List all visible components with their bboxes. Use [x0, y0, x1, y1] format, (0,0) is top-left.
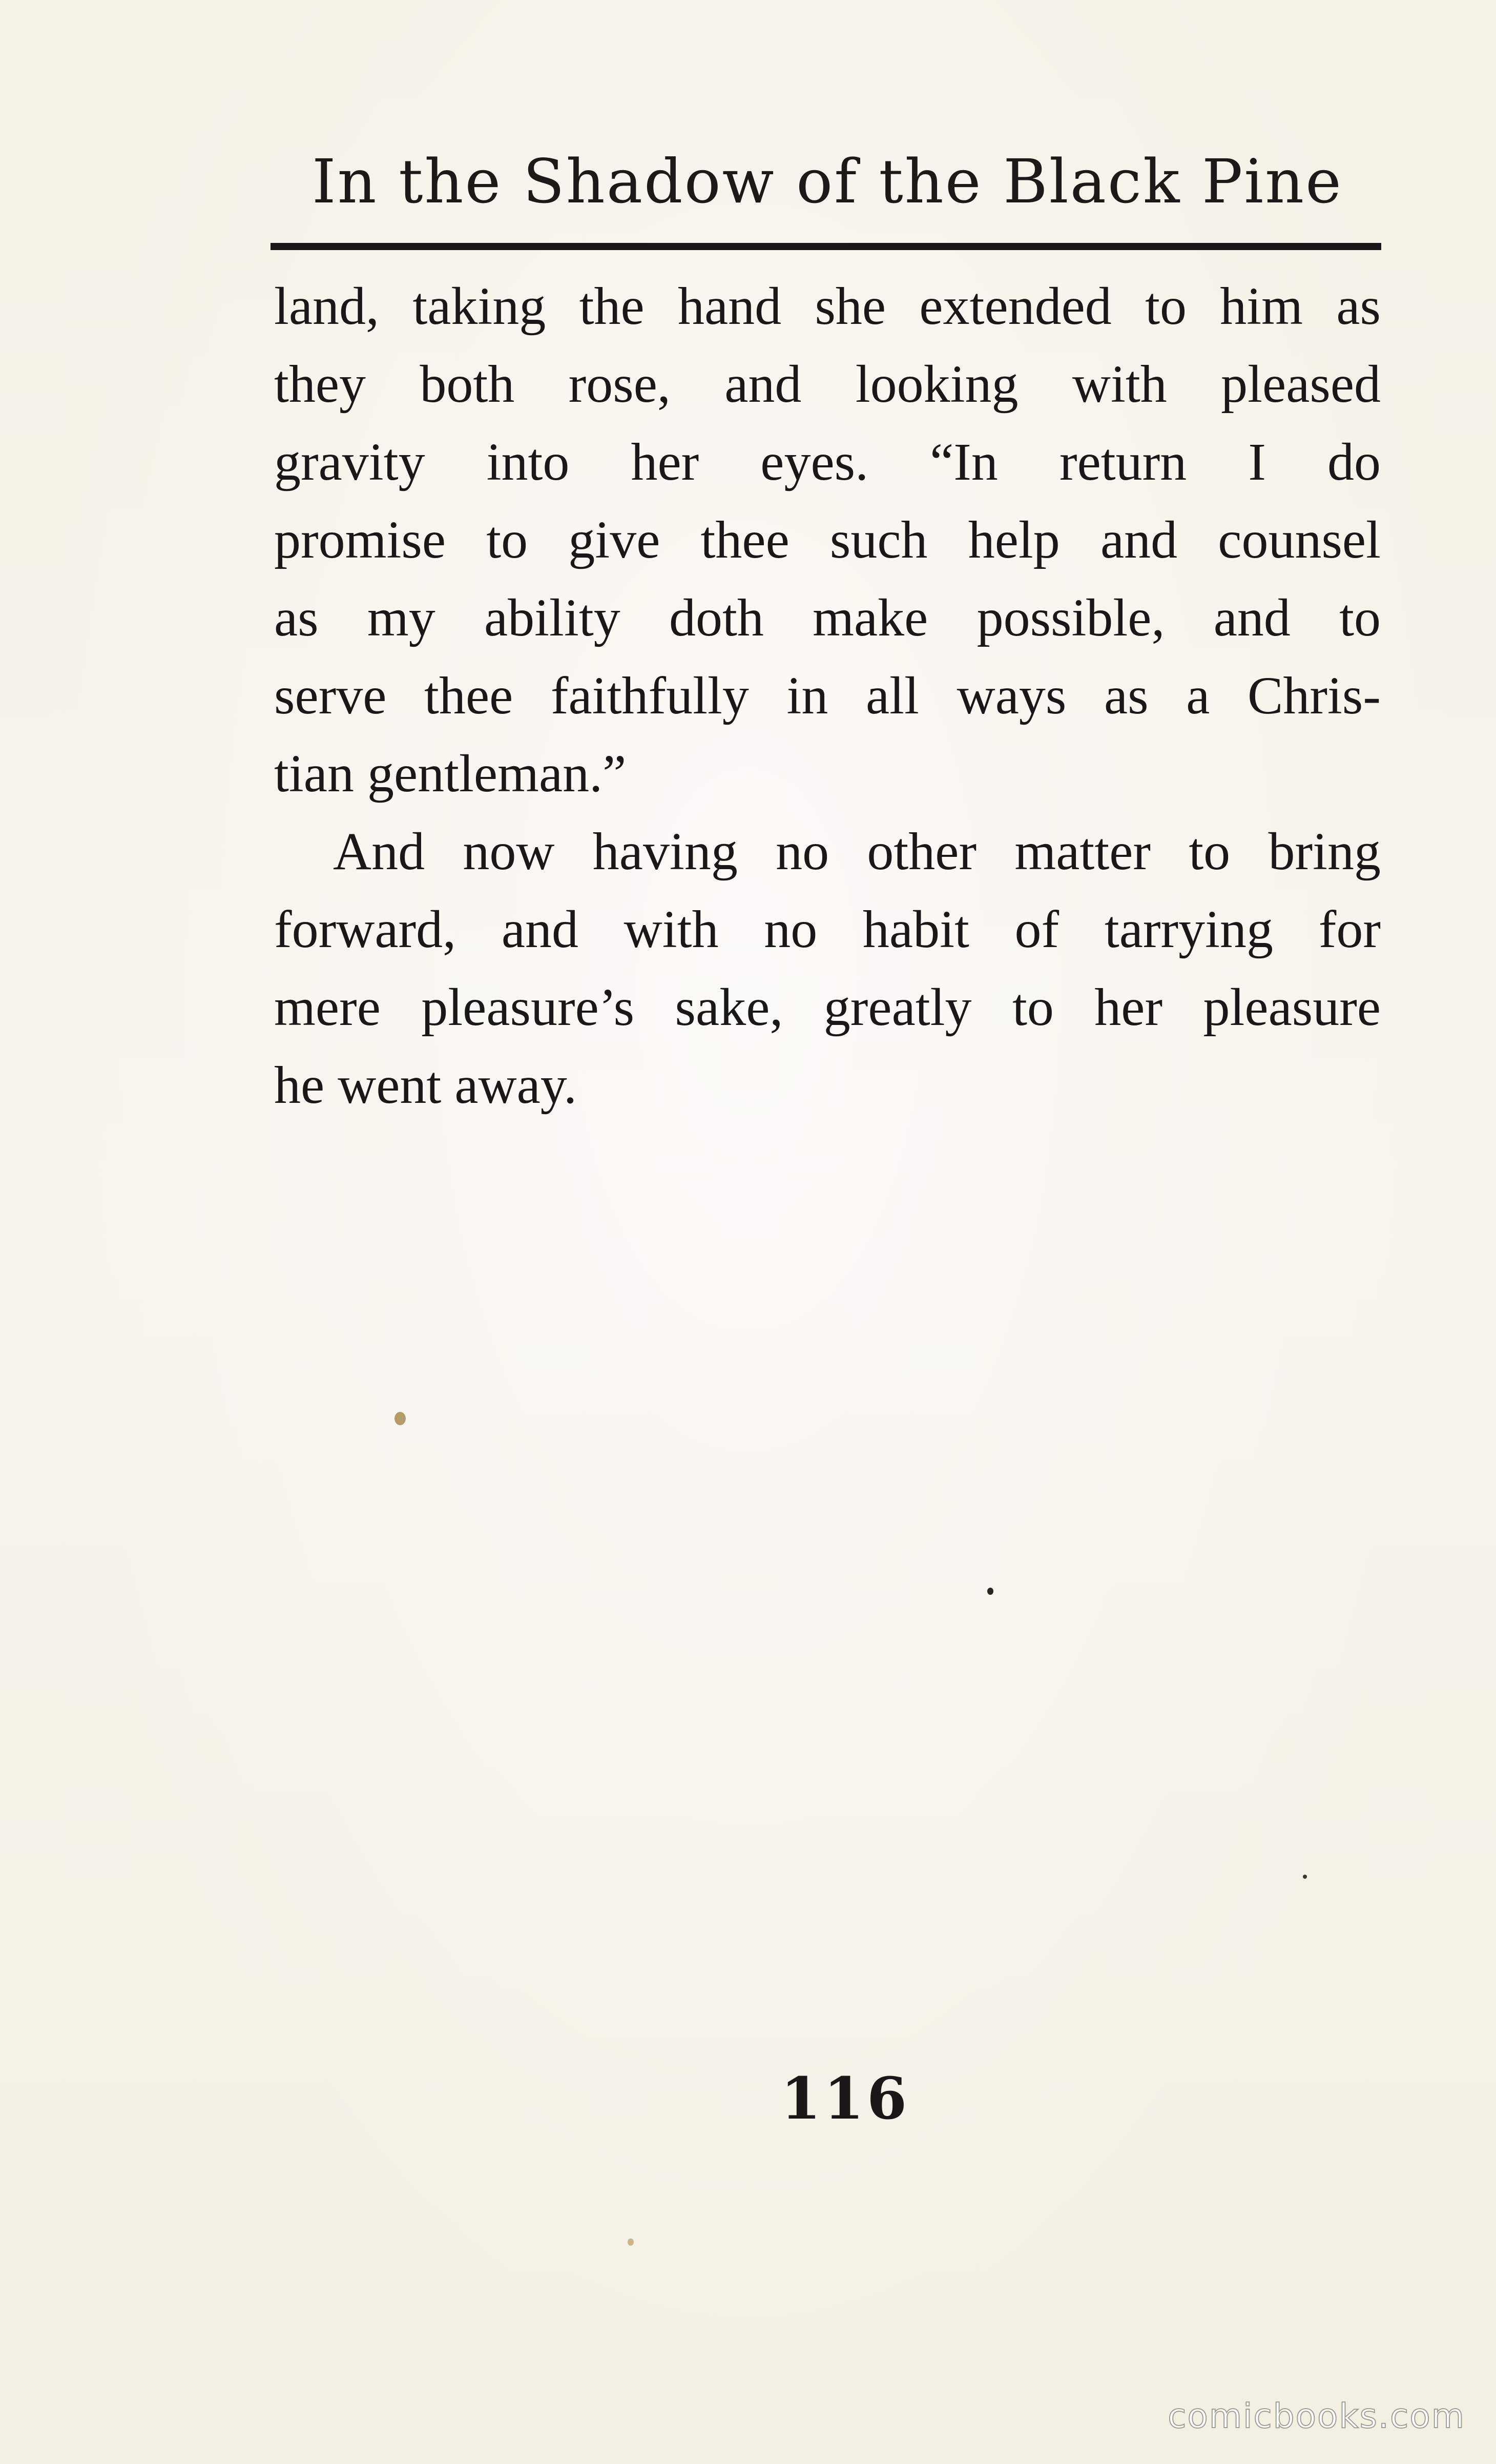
text-line: And now having no other matter to bring: [333, 822, 1381, 881]
paragraph: [274, 268, 1381, 813]
text-line: promise to give thee such help and counsel: [274, 510, 1381, 569]
text-line: he went away.: [274, 1056, 577, 1115]
paper-speck: [394, 1412, 406, 1425]
text-line: tian gentleman.”: [274, 744, 627, 803]
text-line: mere pleasure’s sake, greatly to her pleasure: [274, 978, 1381, 1037]
text-line: they both rose, and looking with pleased: [274, 355, 1381, 414]
body-text: [274, 268, 1381, 1124]
page-number: 116: [781, 2065, 910, 2132]
text-line: as my ability doth make possible, and to: [274, 588, 1381, 647]
paper-speck: [1303, 1875, 1307, 1879]
running-head: In the Shadow of the Black Pine: [312, 146, 1343, 217]
text-line: forward, and with no habit of tarrying for: [274, 900, 1381, 959]
text-line: serve thee faithfully in all ways as a Chris-: [274, 666, 1381, 725]
text-line: gravity into her eyes. “In return I do: [274, 433, 1381, 491]
paper-speck: [628, 2239, 634, 2246]
paper-speck: [987, 1588, 993, 1595]
header-rule: [271, 243, 1381, 250]
paragraph: [274, 813, 1381, 1124]
site-watermark: comicbooks.com: [1168, 2396, 1465, 2436]
text-line: land, taking the hand she extended to him as: [274, 277, 1381, 336]
